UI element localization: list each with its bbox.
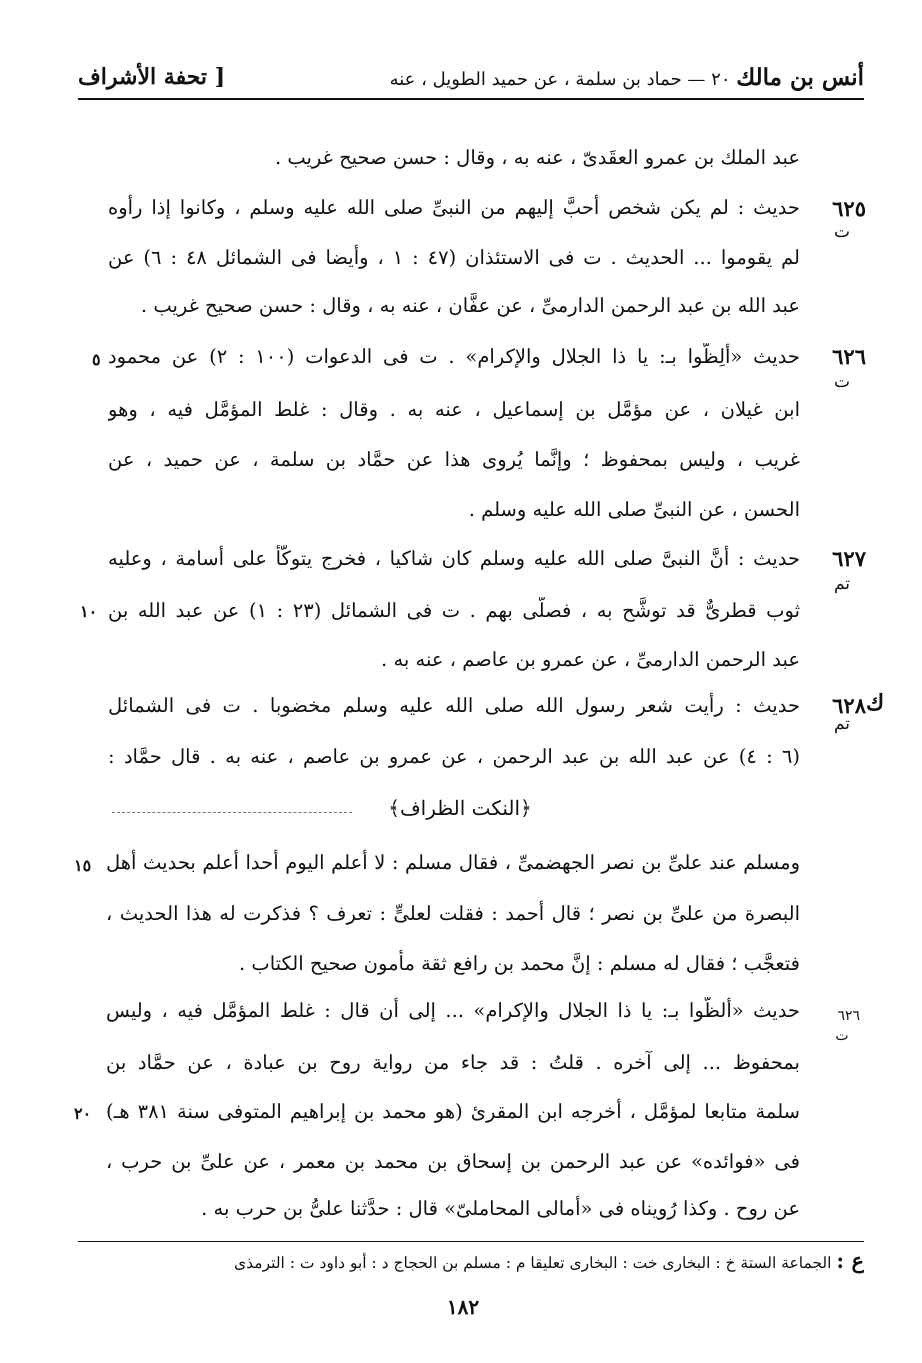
text-line: حديث : لم يكن شخص أحبَّ إليهم من النبىِّ صلى الله عليه وسلم ، وكانوا إذا رأوه [108,196,800,219]
margin-mark: ك [866,690,885,716]
note-line: فتعجَّب ؛ فقال له مسلم : إنَّ محمد بن رافع ثقة مأمون صحيح الكتاب . [238,952,800,975]
note-source-symbol: ت [835,1028,849,1044]
abbreviation-legend [82,1248,864,1280]
note-entry-number: ٦٢٦ [837,1008,860,1024]
source-symbol: ت [833,222,850,242]
line-marker: ١٥ [74,856,92,875]
text-line: غريب ، وليس بمحفوظ ؛ وإنَّما يُروى هذا عن حمَّاد بن سلمة ، عن حميد ، عن [108,448,800,471]
text-line: عبد الملك بن عمرو العقَدىّ ، عنه به ، وقال : حسن صحيح غريب . [274,146,800,169]
section-divider-title: ﴿النكت الظراف﴾ [388,796,532,820]
footer-rule [78,1241,864,1242]
text-line: (٦ : ٤) عن عبد الله بن عبد الرحمن ، عن عمرو بن عاصم ، عنه به . قال حمَّاد : [108,745,800,768]
note-line: سلمة متابعا لمؤمَّل ، أخرجه ابن المقرئ (هو محمد بن إبراهيم المتوفى سنة ٣٨١ هـ) [106,1100,800,1123]
header-rule [78,98,864,100]
line-marker: ٥ [92,350,101,369]
running-title-rest: ٢٠ — حماد بن سلمة ، عن حميد الطويل ، عنه [389,68,731,90]
note-line: فى «فوائده» عن عبد الرحمن بن إسحاق بن محمد بن معمر ، عن علىِّ بن حرب ، [106,1150,800,1173]
page-number: ١٨٢ [446,1295,480,1319]
text-line: عبد الرحمن الدارمىِّ ، عن عمرو بن عاصم ، عنه به . [381,648,800,671]
text-line: ابن غيلان ، عن مؤمَّل بن إسماعيل ، عنه به . وقال : غلط المؤمَّل فيه ، وهو [108,398,800,421]
source-symbol: ت [833,372,850,392]
entry-number: ٦٢٧ [832,546,866,571]
text-line: حديث «ألِظُّوا بـ: يا ذا الجلال والإكرام» . ت فى الدعوات (١٠٠ : ٢) عن محمود [108,345,800,368]
divider-rule-left [112,812,352,813]
text-line: حديث : رأيت شعر رسول الله صلى الله عليه وسلم مخضوبا . ت فى الشمائل [108,694,800,717]
line-marker: ١٠ [80,602,98,621]
entry-number: ٦٢٥ [832,196,866,221]
text-line: حديث : أنَّ النبىَّ صلى الله عليه وسلم كان شاكيا ، فخرج يتوكَّأ على أسامة ، وعليه [108,547,800,570]
entry-number: ٦٢٨ [832,693,866,718]
legend-text: الجماعة الستة خ : البخارى خت : البخارى تعليقا م : مسلم بن الحجاج د : أبو داود ت : الترمذى [234,1254,832,1272]
text-line: الحسن ، عن النبىِّ صلى الله عليه وسلم . [468,498,800,521]
text-line: ثوب قطرىٌّ قد توشَّح به ، فصلَّى بهم . ت فى الشمائل (٢٣ : ١) عن عبد الله بن [108,599,800,622]
running-title-main: أنس بن مالك [736,63,864,91]
note-line: ومسلم عند علىِّ بن نصر الجهضمىِّ ، فقال مسلم : لا أعلم اليوم أحدا أعلم بحديث أهل [106,851,800,874]
text-line: لم يقوموا ... الحديث . ت فى الاستئذان (٤٧ : ١ ، وأيضا فى الشمائل ٤٨ : ٦) عن [108,246,800,269]
entry-number: ٦٢٦ [832,344,866,369]
source-symbol: تم [833,714,851,734]
note-line: بمحفوظ ... إلى آخره . قلتُ : قد جاء من رواية روح بن عبادة ، عن حمَّاد بن [106,1051,800,1074]
note-line: عن روح . وكذا رُويناه فى «أمالى المحاملىّ» قال : حدَّثنا علىُّ بن حرب به . [201,1197,800,1220]
book-title: [ تحفة الأشراف [78,64,226,90]
source-symbol: تم [833,574,851,594]
running-title [390,64,864,91]
text-line: عبد الله بن عبد الرحمن الدارمىِّ ، عن عفَّان ، عنه به ، وقال : حسن صحيح غريب . [140,294,800,317]
note-line: البصرة من علىِّ بن نصر ؛ قال أحمد : فقلت لعلىٍّ : تعرف ؟ فذكرت له هذا الحديث ، [106,902,800,925]
note-line: حديث «ألظُّوا بـ: يا ذا الجلال والإكرام» ... إلى أن قال : غلط المؤمَّل فيه ، وليس [106,999,800,1022]
page-header [78,54,864,100]
line-marker: ٢٠ [74,1104,92,1123]
legend-key: ع : [836,1248,864,1273]
